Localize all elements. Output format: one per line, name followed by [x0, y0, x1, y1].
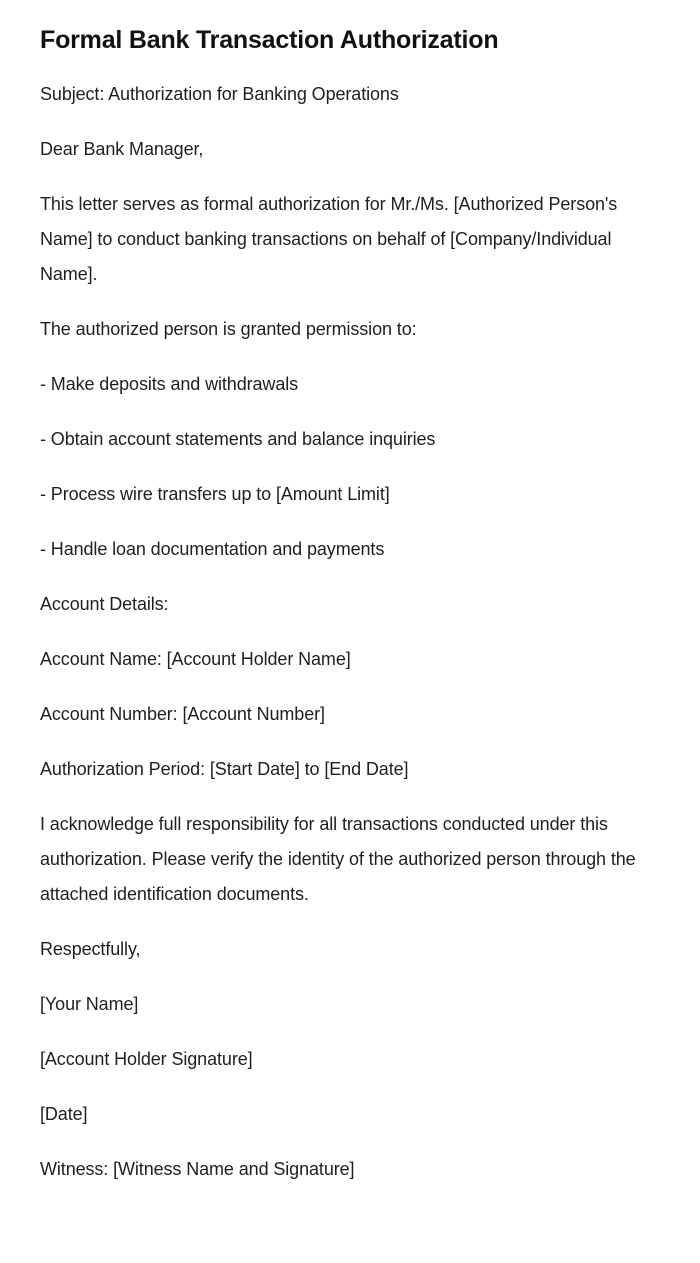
- permissions-intro: The authorized person is granted permission to:: [40, 319, 417, 339]
- account-name-line: Account Name: [Account Holder Name]: [40, 649, 351, 669]
- closing: Respectfully,: [40, 939, 141, 959]
- permission-item-statements: - Obtain account statements and balance inquiries: [40, 429, 436, 449]
- acknowledgement-paragraph: I acknowledge full responsibility for all transactions conducted under this authorization. Please verify the identity of the authorized person through the attached identification documents.: [40, 814, 636, 904]
- subject-line: Subject: Authorization for Banking Operations: [40, 84, 399, 104]
- signature-line-placeholder: [Account Holder Signature]: [40, 1049, 253, 1069]
- document-body: [40, 77, 660, 1187]
- permission-item-loans: - Handle loan documentation and payments: [40, 539, 385, 559]
- permission-item-deposits: - Make deposits and withdrawals: [40, 374, 299, 394]
- intro-paragraph: This letter serves as formal authorization for Mr./Ms. [Authorized Person's Name] to conduct banking transactions on behalf of [Company/Individual Name].: [40, 194, 618, 284]
- authorization-period-line: Authorization Period: [Start Date] to [End Date]: [40, 759, 409, 779]
- salutation: Dear Bank Manager,: [40, 139, 204, 159]
- account-details-heading: Account Details:: [40, 594, 169, 614]
- account-number-line: Account Number: [Account Number]: [40, 704, 325, 724]
- signature-name-placeholder: [Your Name]: [40, 994, 139, 1014]
- permission-item-wire-transfers: - Process wire transfers up to [Amount Limit]: [40, 484, 390, 504]
- document-title: Formal Bank Transaction Authorization: [40, 26, 499, 54]
- date-placeholder: [Date]: [40, 1104, 88, 1124]
- witness-line: Witness: [Witness Name and Signature]: [40, 1159, 355, 1179]
